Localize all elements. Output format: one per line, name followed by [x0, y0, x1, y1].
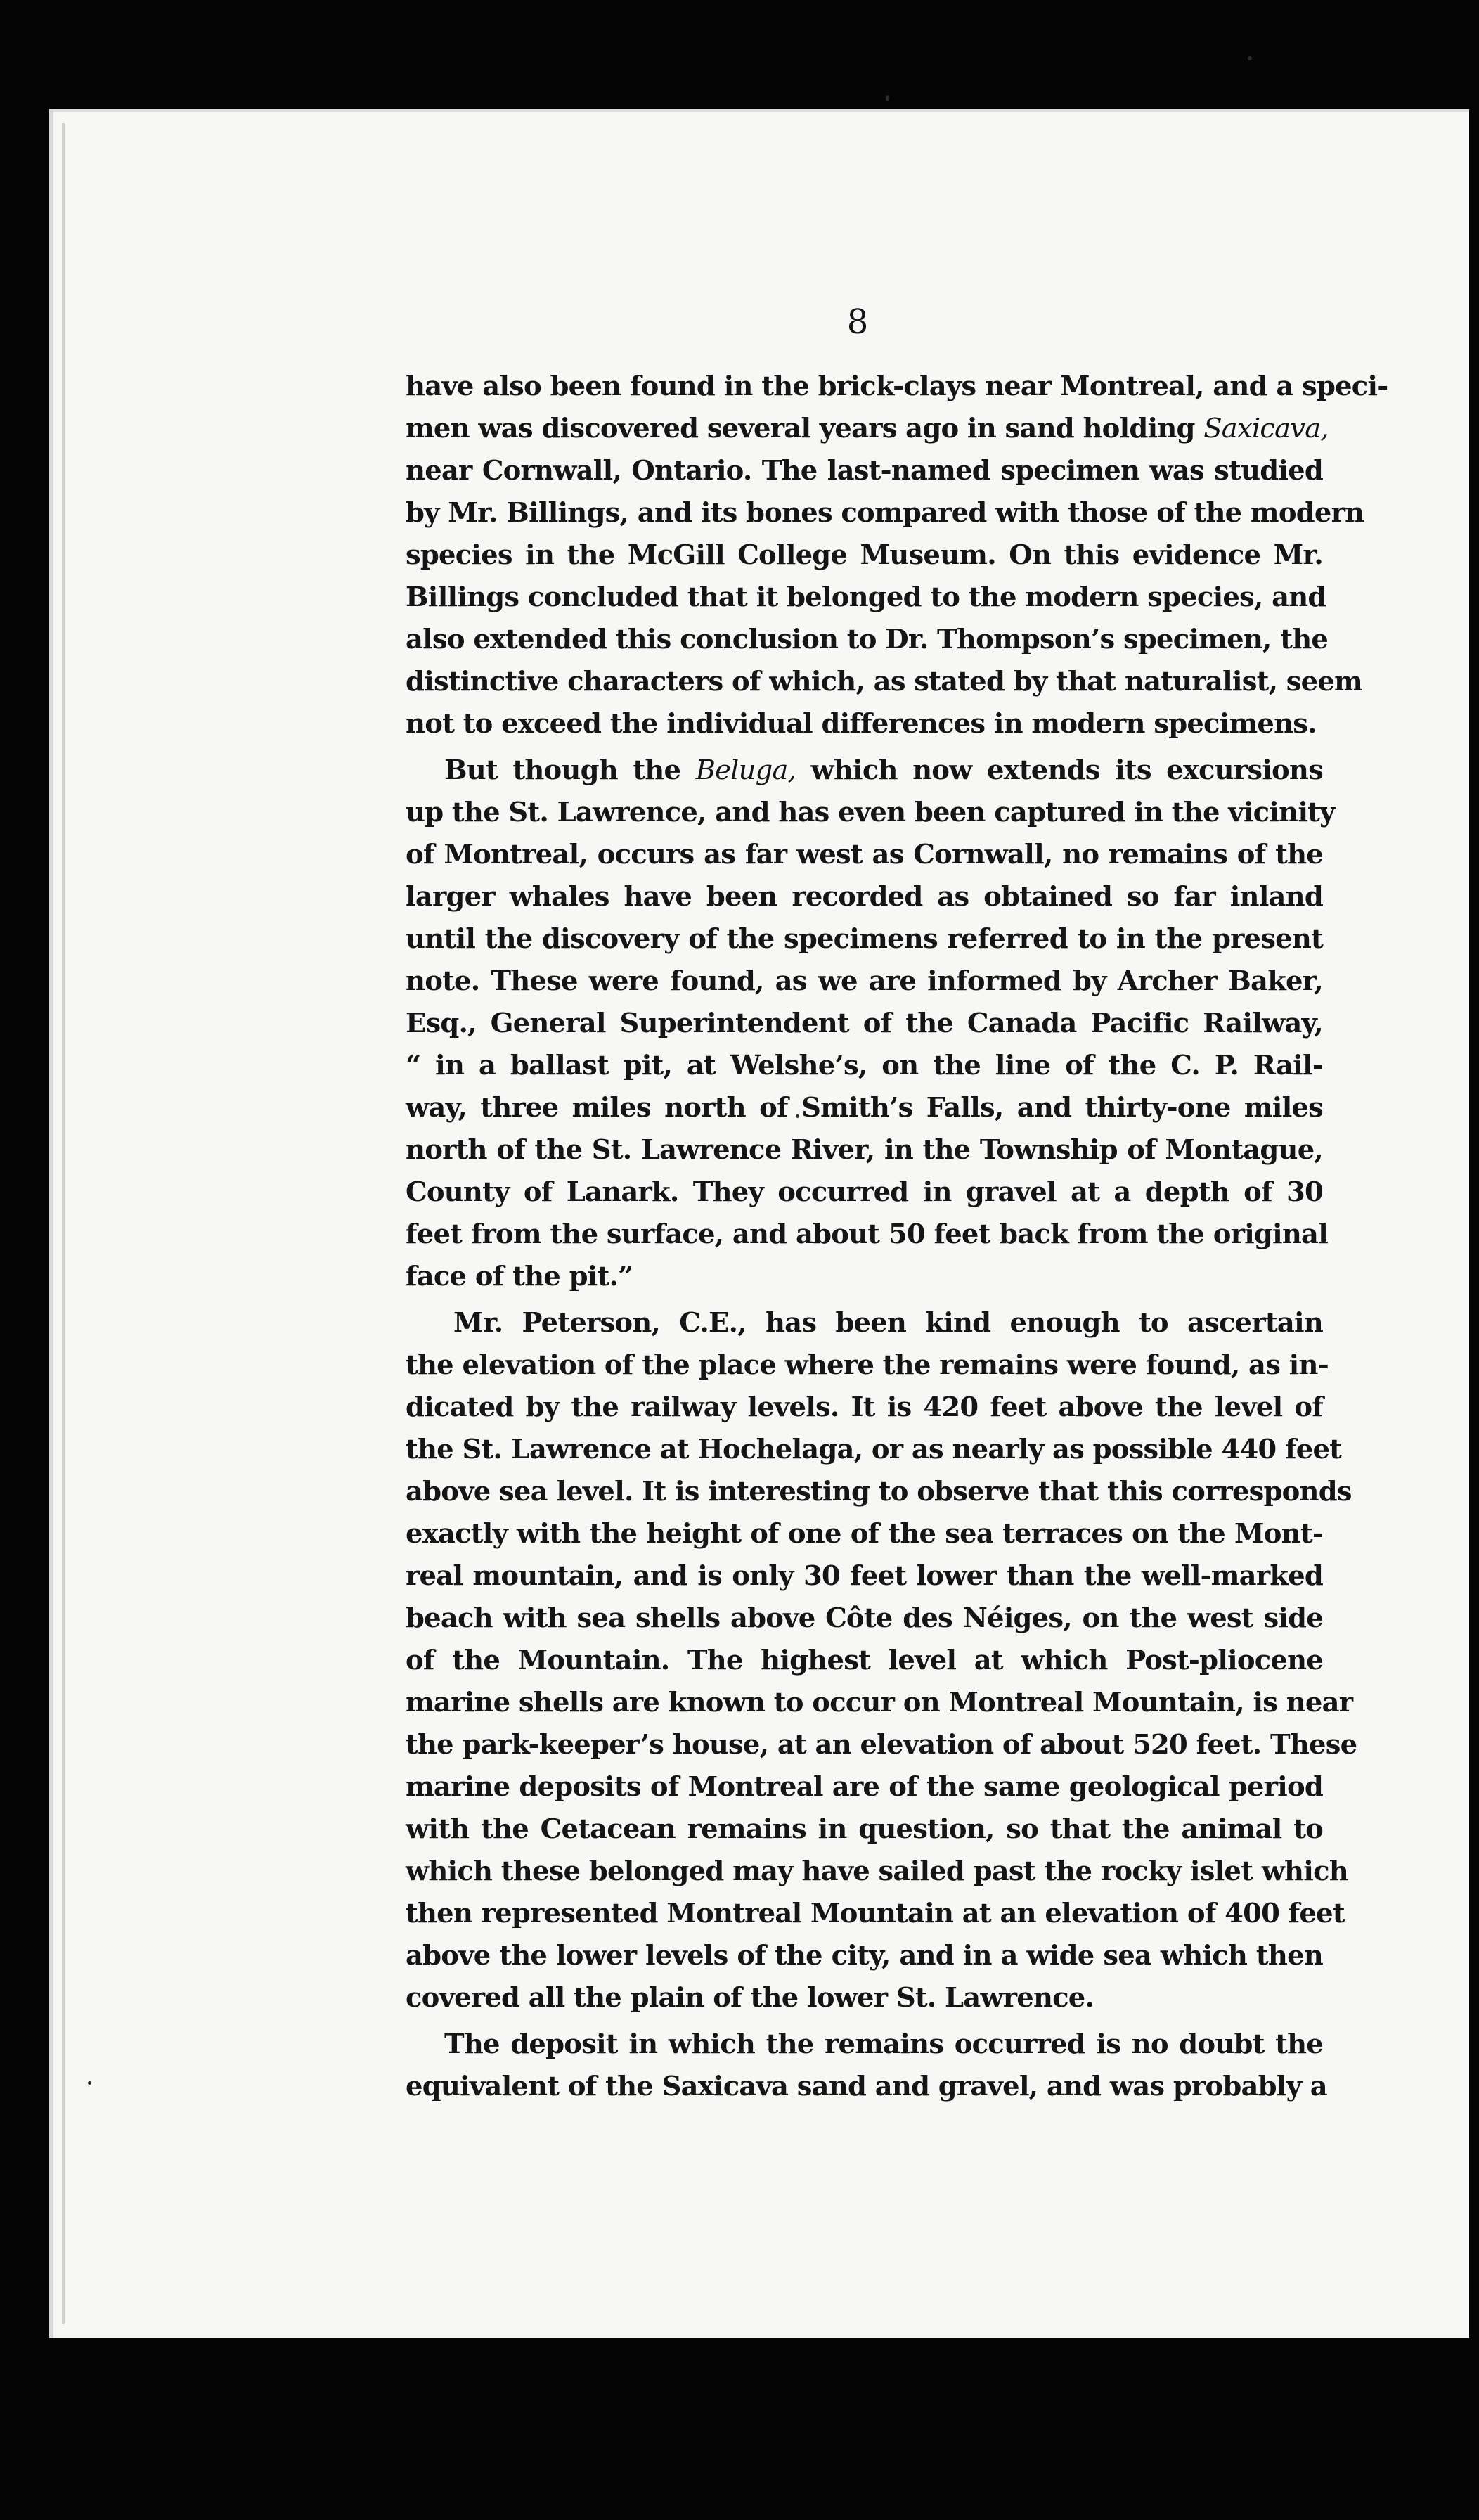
text-line: north of the St. Lawrence River, in the Township of Montague, — [406, 1134, 1323, 1166]
text-line: note. These were found, as we are informed by Archer Baker, — [406, 965, 1323, 997]
text-line: by Mr. Billings, and its bones compared with those of the modern — [406, 497, 1364, 529]
italic-term: Saxicava, — [1203, 413, 1329, 444]
text-line: feet from the surface, and about 50 feet back from the original — [406, 1219, 1329, 1250]
text-line: County of Lanark. They occurred in gravel at a depth of 30 — [406, 1176, 1323, 1208]
text-line: then represented Montreal Mountain at an elevation of 400 feet — [406, 1898, 1345, 1929]
text-line: equivalent of the Saxicava sand and gravel, and was probably a — [406, 2071, 1327, 2102]
text-line: “ in a ballast pit, at Welshe’s, on the line of the C. P. Rail- — [406, 1050, 1323, 1081]
text-line: Mr. Peterson, C.E., has been kind enough to ascertain — [453, 1307, 1323, 1339]
text-line: Esq., General Superintendent of the Canada Pacific Railway, — [406, 1008, 1323, 1039]
dust-speck — [1248, 56, 1252, 60]
body-text — [406, 366, 1388, 2112]
italic-term: Beluga, — [695, 754, 796, 786]
text-line: above the lower levels of the city, and in a wide sea which then — [406, 1940, 1323, 1972]
text-line: real mountain, and is only 30 feet lower than the well-marked — [406, 1560, 1323, 1592]
text-line: But though the Beluga, which now extends its excursions — [444, 754, 1323, 786]
page-edge — [62, 123, 65, 2324]
paragraph-2 — [406, 750, 1335, 1298]
text-line: above sea level. It is interesting to observe that this corresponds — [406, 1476, 1352, 1508]
paragraph-1 — [406, 366, 1388, 745]
page-number: 8 — [846, 302, 869, 342]
text-line: marine deposits of Montreal are of the same geological period — [406, 1771, 1323, 1803]
text-line: distinctive characters of which, as stated by that naturalist, seem — [406, 666, 1362, 698]
text-line: not to exceed the individual differences in modern specimens. — [406, 708, 1317, 740]
text-line: exactly with the height of one of the sea terraces on the Mont- — [406, 1518, 1323, 1550]
text-line: of Montreal, occurs as far west as Cornwall, no remains of the — [406, 839, 1323, 870]
text-line: until the discovery of the specimens referred to in the present — [406, 923, 1323, 955]
text-line: marine shells are known to occur on Montreal Mountain, is near — [406, 1687, 1353, 1718]
text-line: Billings concluded that it belonged to the modern species, and — [406, 581, 1326, 613]
dust-speck — [88, 2081, 91, 2085]
text-line: also extended this conclusion to Dr. Thompson’s specimen, the — [406, 624, 1329, 655]
text-line: way, three miles north of Smith’s Falls, and thirty-one miles — [406, 1092, 1323, 1124]
text-line: near Cornwall, Ontario. The last-named specimen was studied — [406, 455, 1323, 487]
text-line: men was discovered several years ago in sand holding Saxicava, — [406, 413, 1329, 444]
text-line: which these belonged may have sailed past the rocky islet which — [406, 1856, 1348, 1887]
text-line: of the Mountain. The highest level at which Post-pliocene — [406, 1645, 1323, 1676]
paragraph-4 — [406, 2024, 1327, 2108]
text-line: with the Cetacean remains in question, so that the animal to — [406, 1813, 1323, 1845]
text-line: dicated by the railway levels. It is 420 feet above the level of — [406, 1391, 1323, 1423]
text-line: larger whales have been recorded as obtained so far inland — [406, 881, 1323, 913]
paragraph-3 — [406, 1302, 1357, 2019]
text-line: covered all the plain of the lower St. Lawrence. — [406, 1982, 1094, 2014]
text-line: species in the McGill College Museum. On this evidence Mr. — [406, 539, 1323, 571]
text-line: have also been found in the brick-clays near Montreal, and a speci- — [406, 371, 1388, 402]
text-line: the St. Lawrence at Hochelaga, or as nearly as possible 440 feet — [406, 1434, 1342, 1465]
text-line: beach with sea shells above Côte des Néiges, on the west side — [406, 1602, 1323, 1634]
text-line: the park-keeper’s house, at an elevation of about 520 feet. These — [406, 1729, 1357, 1761]
dust-speck — [886, 95, 889, 101]
text-line: up the St. Lawrence, and has even been captured in the vicinity — [406, 797, 1335, 828]
text-line: face of the pit.” — [406, 1261, 633, 1292]
text-line: The deposit in which the remains occurred is no doubt the — [444, 2029, 1323, 2060]
text-line: the elevation of the place where the remains were found, as in- — [406, 1349, 1329, 1381]
